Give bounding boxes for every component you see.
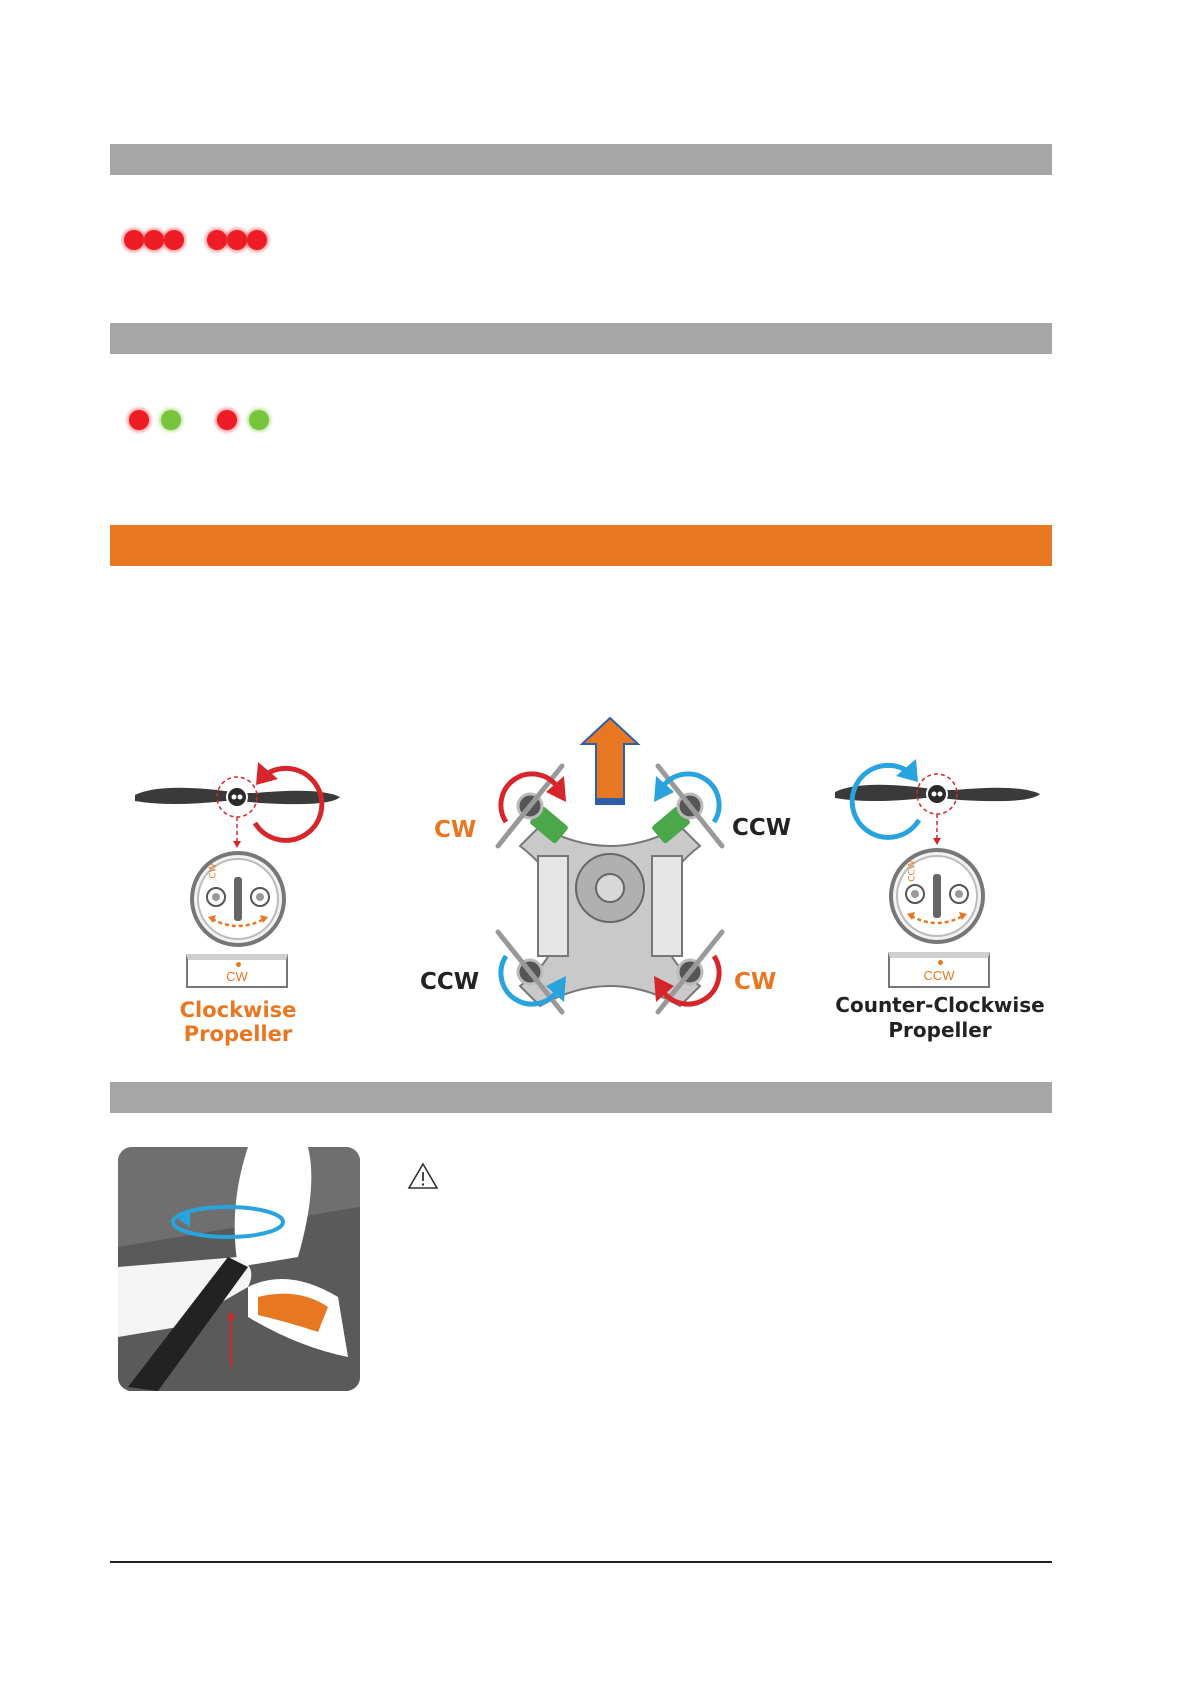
led-red-icon — [144, 230, 164, 250]
ccw-propeller-title-line1: Counter-Clockwise — [835, 993, 1045, 1017]
cw-label-box — [186, 954, 288, 988]
ccw-hub-label: CCW — [907, 860, 918, 882]
led-green-icon — [249, 410, 269, 430]
ccw-label-box — [888, 952, 990, 988]
led-red-icon — [247, 230, 267, 250]
ccw-propeller-title-line2: Propeller — [888, 1018, 992, 1042]
ccw-label-bottom-left: CCW — [420, 969, 480, 995]
orange-dot-icon — [938, 960, 943, 965]
ccw-box-label: CCW — [923, 968, 955, 983]
section-bar-1 — [110, 144, 1052, 175]
led-green-icon — [161, 410, 181, 430]
cw-motor-hub-icon — [188, 849, 288, 949]
forward-arrow-icon — [582, 718, 638, 804]
led-red-icon — [124, 230, 144, 250]
cw-box-label: CW — [226, 969, 248, 984]
cw-propeller-title-line1: Clockwise — [179, 998, 297, 1022]
ccw-motor-hub-icon — [887, 846, 987, 946]
cw-label-bottom-right: CW — [734, 969, 777, 995]
section-bar-3 — [110, 1082, 1052, 1113]
cw-hub-label: CW — [208, 863, 219, 879]
orange-dot-icon — [236, 962, 241, 967]
footer-rule — [110, 1561, 1052, 1563]
led-red-icon — [227, 230, 247, 250]
led-red-icon — [217, 410, 237, 430]
cw-label-top-left: CW — [434, 817, 477, 843]
warning-triangle-icon — [407, 1162, 439, 1190]
propeller-removal-photo — [118, 1147, 360, 1391]
led-red-icon — [207, 230, 227, 250]
section-header-orange — [110, 525, 1052, 566]
ccw-label-top-right: CCW — [732, 815, 792, 841]
led-red-icon — [164, 230, 184, 250]
quadcopter-rotation-diagram — [470, 716, 750, 1026]
section-bar-2 — [110, 323, 1052, 354]
cw-propeller-title-line2: Propeller — [183, 1022, 293, 1046]
led-red-icon — [129, 410, 149, 430]
